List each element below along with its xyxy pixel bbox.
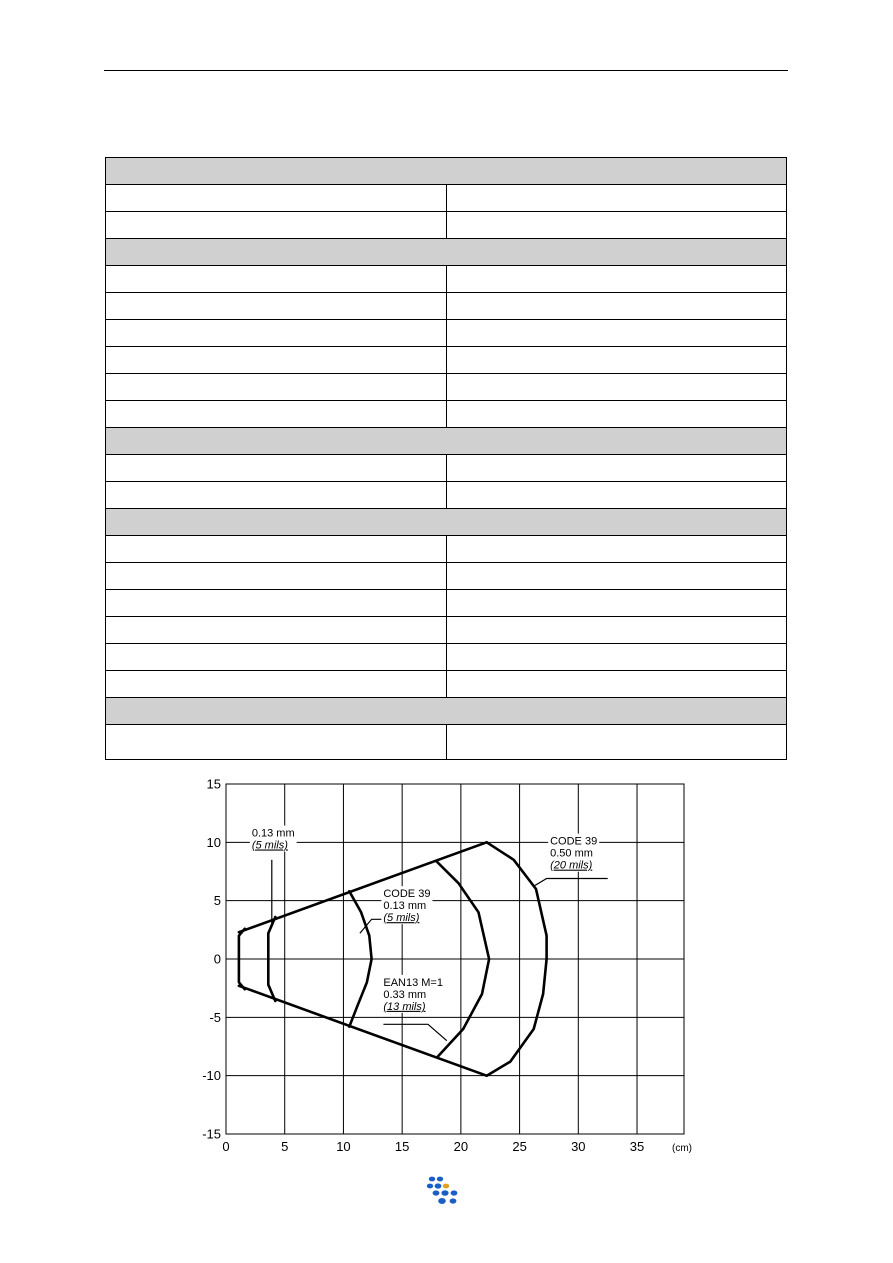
spec-value-cell [446, 671, 787, 698]
label-leader [383, 1024, 446, 1040]
spec-value-cell [446, 185, 787, 212]
table-row [106, 293, 787, 320]
spec-value-cell [446, 266, 787, 293]
spec-value-cell [446, 455, 787, 482]
spec-value-cell [446, 401, 787, 428]
y-tick-label: 10 [206, 834, 221, 850]
table-section-header [106, 158, 787, 185]
spec-label-cell [106, 266, 447, 293]
series-label: (5 mils) [383, 912, 420, 925]
x-unit-label: (cm) [672, 1143, 692, 1154]
series-label: 0.50 mm [550, 847, 593, 860]
spec-label-cell [106, 563, 447, 590]
series-label: (20 mils) [550, 859, 593, 872]
spec-label-cell [106, 671, 447, 698]
table-row [106, 374, 787, 401]
spec-value-cell [446, 374, 787, 401]
table-row [106, 266, 787, 293]
series-label: (5 mils) [251, 839, 288, 852]
spec-label-cell [106, 455, 447, 482]
cone-lower-edge [239, 986, 487, 1076]
y-tick-label: 0 [213, 951, 221, 967]
series-label: CODE 39 [550, 835, 598, 848]
table-row [106, 455, 787, 482]
table-row [106, 617, 787, 644]
y-tick-label: -15 [202, 1126, 221, 1142]
table-row [106, 347, 787, 374]
company-logo-icon [426, 1175, 466, 1209]
spec-label-cell [106, 536, 447, 563]
x-tick-label: 5 [281, 1139, 289, 1154]
spec-value-cell [446, 347, 787, 374]
spec-value-cell [446, 590, 787, 617]
header-rule [104, 70, 788, 71]
section-cell [106, 698, 787, 725]
spec-label-cell [106, 590, 447, 617]
spec-value-cell [446, 725, 787, 760]
section-cell [106, 428, 787, 455]
section-cell [106, 509, 787, 536]
table-section-header [106, 239, 787, 266]
table-row [106, 482, 787, 509]
x-tick-label: 0 [222, 1139, 230, 1154]
depth-of-field-chart [190, 772, 710, 1157]
series-label: 0.33 mm [383, 988, 427, 1001]
table-row [106, 563, 787, 590]
spec-value-cell [446, 212, 787, 239]
spec-label-cell [106, 320, 447, 347]
spec-value-cell [446, 617, 787, 644]
table-row [106, 644, 787, 671]
spec-label-cell [106, 293, 447, 320]
series-label: CODE 39 [383, 888, 431, 901]
spec-label-cell [106, 185, 447, 212]
spec-label-cell [106, 374, 447, 401]
table-section-header [106, 428, 787, 455]
table-row [106, 671, 787, 698]
x-tick-label: 35 [629, 1139, 645, 1154]
spec-value-cell [446, 536, 787, 563]
series-label: (13 mils) [383, 1000, 426, 1013]
table-row [106, 320, 787, 347]
spec-label-cell [106, 617, 447, 644]
y-tick-label: 5 [213, 893, 221, 909]
spec-label-cell [106, 401, 447, 428]
spec-label-cell [106, 644, 447, 671]
series-label: 0.13 mm [383, 900, 427, 913]
spec-value-cell [446, 293, 787, 320]
spec-value-cell [446, 563, 787, 590]
table-row [106, 212, 787, 239]
y-tick-label: 15 [206, 776, 221, 792]
x-tick-label: 15 [394, 1139, 410, 1154]
table-row [106, 725, 787, 760]
table-section-header [106, 509, 787, 536]
x-tick-label: 30 [571, 1139, 586, 1154]
table-row [106, 185, 787, 212]
table-section-header [106, 698, 787, 725]
table-row [106, 536, 787, 563]
table-row [106, 590, 787, 617]
spec-label-cell [106, 482, 447, 509]
spec-value-cell [446, 482, 787, 509]
section-cell [106, 239, 787, 266]
section-cell [106, 158, 787, 185]
table-row [106, 401, 787, 428]
x-tick-label: 10 [336, 1139, 351, 1154]
spec-value-cell [446, 644, 787, 671]
label-leader [535, 879, 608, 886]
spec-label-cell [106, 212, 447, 239]
spec-table [105, 157, 787, 760]
y-tick-label: -10 [202, 1068, 221, 1084]
spec-value-cell [446, 320, 787, 347]
y-tick-label: -5 [209, 1009, 221, 1025]
series-label: 0.13 mm [251, 827, 295, 840]
series-label: EAN13 M=1 [383, 976, 443, 989]
spec-label-cell [106, 725, 447, 760]
spec-label-cell [106, 347, 447, 374]
x-tick-label: 25 [512, 1139, 527, 1154]
x-tick-label: 20 [453, 1139, 469, 1154]
